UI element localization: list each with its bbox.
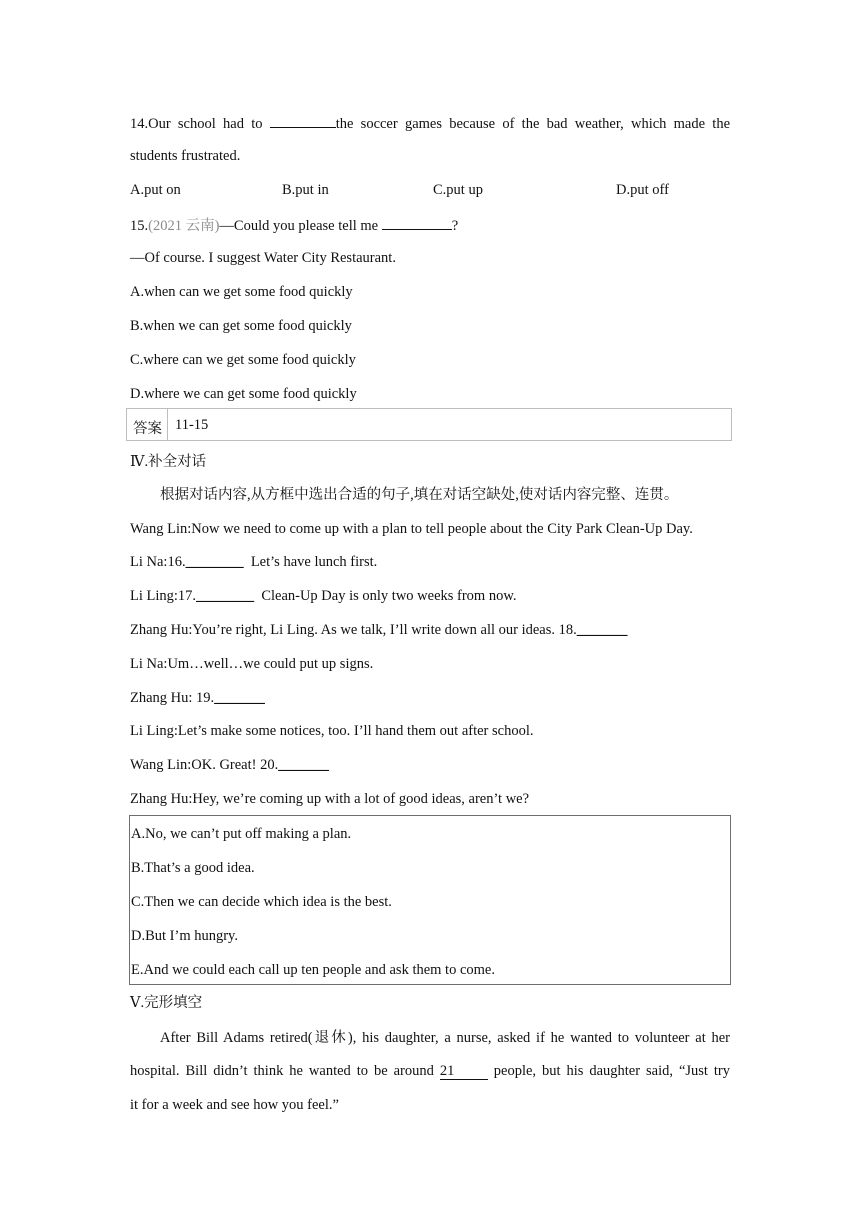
dialogue-line-8 bbox=[130, 756, 329, 774]
dialogue-line-3 bbox=[130, 587, 517, 605]
dialogue-text: Zhang Hu:You’re right, Li Ling. As we talk, I’ll write down all our ideas. 18. bbox=[130, 622, 577, 638]
q14-option-a: A.put on bbox=[130, 182, 181, 198]
blank-19: _______ bbox=[214, 690, 265, 706]
dialogue-text: Zhang Hu: 19. bbox=[130, 690, 215, 706]
q15-option-a: A.when can we get some food quickly bbox=[130, 284, 353, 300]
choices-box bbox=[129, 815, 731, 985]
dialogue-text: Li Ling:Let’s make some notices, too. I’ll hand them out after school. bbox=[130, 723, 534, 739]
q14-stem-start: 14.Our school had to bbox=[130, 116, 263, 132]
q15-option-d: D.where we can get some food quickly bbox=[130, 386, 357, 402]
choice-d: D.But I’m hungry. bbox=[131, 928, 238, 944]
dialogue-tail: Clean-Up Day is only two weeks from now. bbox=[254, 588, 517, 604]
answer-label: 答案 bbox=[133, 421, 162, 437]
answer-value: 11-15 bbox=[175, 417, 209, 433]
dialogue-line-6 bbox=[130, 689, 265, 707]
dialogue-text: Li Na:Um…well…we could put up signs. bbox=[130, 656, 374, 672]
choice-a: A.No, we can’t put off making a plan. bbox=[131, 826, 352, 842]
dialogue-line-1 bbox=[130, 520, 693, 538]
cloze-line-3: it for a week and see how you feel.” bbox=[130, 1097, 339, 1113]
dialogue-text: Zhang Hu:Hey, we’re coming up with a lot of good ideas, aren’t we? bbox=[130, 791, 530, 807]
q14-stem-line2: students frustrated. bbox=[130, 148, 241, 164]
cloze-line-2 bbox=[130, 1062, 730, 1080]
q14-blank bbox=[270, 113, 336, 128]
blank-20: _______ bbox=[278, 757, 329, 773]
cloze-text: hospital. Bill didn’t think he wanted to be around bbox=[130, 1063, 434, 1079]
dialogue-line-2 bbox=[130, 553, 377, 571]
dialogue-line-7 bbox=[130, 722, 534, 740]
q15-number: 15. bbox=[130, 218, 149, 234]
q15-stem-text: —Could you please tell me bbox=[219, 218, 379, 234]
q15-source: (2021 云南) bbox=[148, 218, 220, 234]
q15-reply: —Of course. I suggest Water City Restaurant. bbox=[130, 250, 396, 266]
q14-stem-line1 bbox=[130, 113, 730, 133]
q15-blank bbox=[382, 215, 452, 230]
dialogue-text: Wang Lin:Now we need to come up with a plan to tell people about the City Park Clean-Up Day. bbox=[130, 521, 693, 537]
dialogue-text: Li Ling:17. bbox=[130, 588, 197, 604]
dialogue-line-5 bbox=[130, 655, 373, 673]
section4-title: Ⅳ.补全对话 bbox=[130, 454, 207, 470]
answer-box bbox=[126, 408, 732, 441]
section5-title: Ⅴ.完形填空 bbox=[130, 995, 203, 1011]
dialogue-line-4 bbox=[130, 621, 628, 639]
q15-option-b: B.when we can get some food quickly bbox=[130, 318, 352, 334]
q14-option-d: D.put off bbox=[616, 182, 669, 198]
blank-16: ________ bbox=[185, 554, 244, 570]
q14-option-c: C.put up bbox=[433, 182, 483, 198]
blank-21: 21 bbox=[440, 1064, 488, 1080]
dialogue-tail: Let’s have lunch first. bbox=[243, 554, 378, 570]
choice-c: C.Then we can decide which idea is the best. bbox=[131, 894, 392, 910]
blank-18: _______ bbox=[576, 622, 628, 638]
section4-instruction: 根据对话内容,从方框中选出合适的句子,填在对话空缺处,使对话内容完整、连贯。 bbox=[160, 487, 679, 503]
q15-option-c: C.where can we get some food quickly bbox=[130, 352, 356, 368]
dialogue-text: Wang Lin:OK. Great! 20. bbox=[130, 757, 279, 773]
q15-stem-end: ? bbox=[451, 218, 459, 234]
dialogue-line-9 bbox=[130, 790, 529, 808]
choice-b: B.That’s a good idea. bbox=[131, 860, 255, 876]
dialogue-text: Li Na:16. bbox=[130, 554, 186, 570]
q15-stem bbox=[130, 215, 458, 235]
cloze-text: people, but his daughter said, “Just try bbox=[493, 1063, 731, 1079]
answer-divider bbox=[167, 409, 168, 440]
q14-stem-end: the soccer games because of the bad weather, which made the bbox=[335, 116, 730, 132]
choice-e: E.And we could each call up ten people and ask them to come. bbox=[131, 962, 495, 978]
blank-17: ________ bbox=[196, 588, 255, 604]
cloze-line-1: After Bill Adams retired(退休), his daughter, a nurse, asked if he wanted to volunteer at her bbox=[160, 1030, 730, 1046]
q14-option-b: B.put in bbox=[282, 182, 329, 198]
